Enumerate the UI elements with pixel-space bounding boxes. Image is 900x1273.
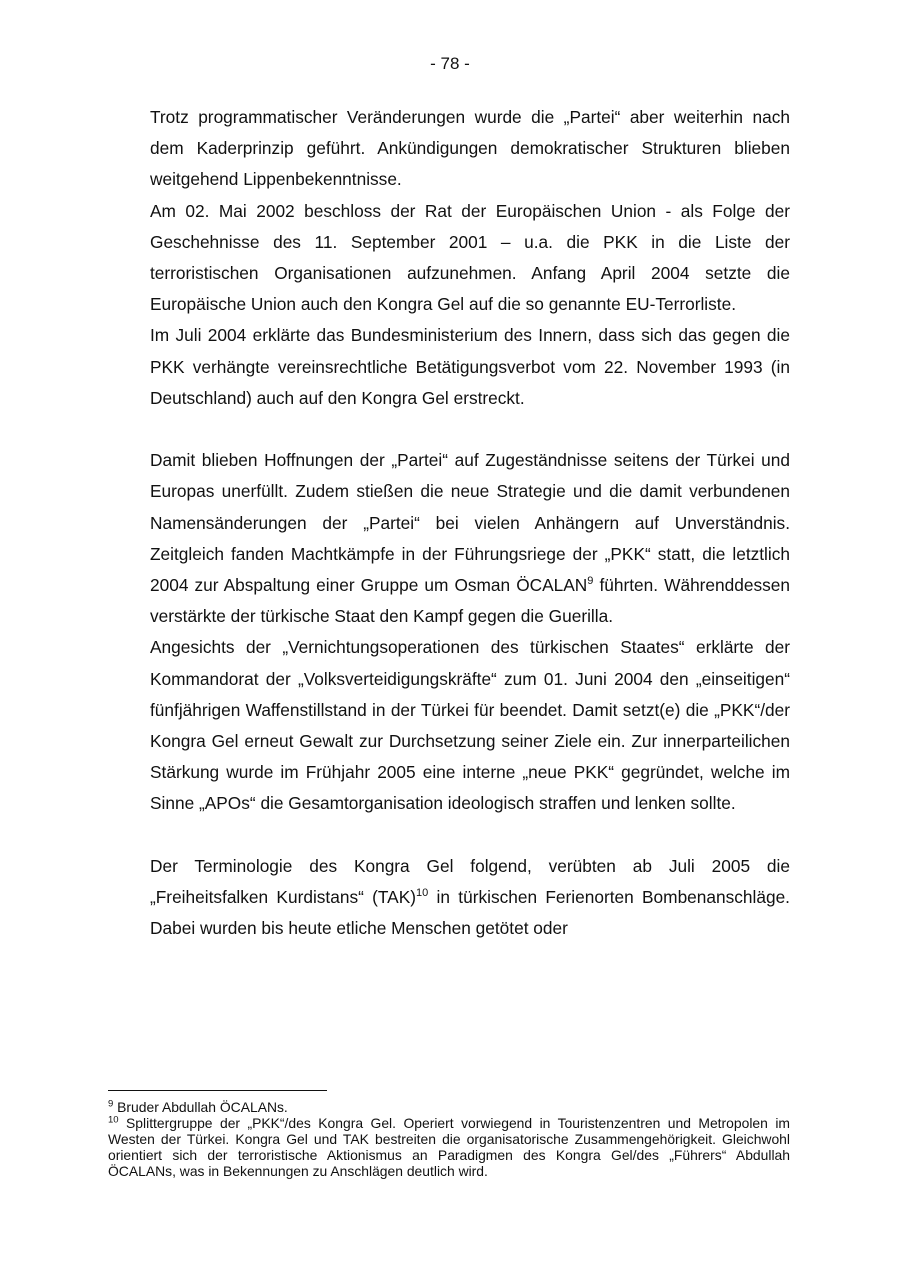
body-text xyxy=(150,102,790,944)
paragraph-1: Trotz programmatischer Veränderungen wurde die „Partei“ aber weiterhin nach dem Kaderprinzip geführt. Ankündigungen demokratischer Strukturen blieben weitgehend Lippenbekenntnisse. xyxy=(150,107,790,190)
footnote-number: 10 xyxy=(108,1114,119,1126)
paragraph-5: Angesichts der „Vernichtungsoperationen des türkischen Staates“ erklärte der Kommandorat der „Volksverteidigungskräfte“ zum 01. Juni 2004 den „einseitigen“ fünfjährigen Waffenstillstand in der Türkei für beendet. Damit setzt(e) die „PKK“/der Kongra Gel erneut Gewalt zur Durchsetzung seiner Ziele ein. Zur innerparteilichen Stärkung wurde im Frühjahr 2005 eine interne „neue PKK“ gegründet, welche im Sinne „APOs“ die Gesamtorganisation ideologisch straffen und lenken sollte. xyxy=(150,637,790,814)
paragraph-4-text: Damit blieben Hoffnungen der „Partei“ auf Zugeständnisse seitens der Türkei und Europas unerfüllt. Zudem stießen die neue Strategie und die damit verbundenen Namensänderungen der „Partei“ bei vielen Anhängern auf Unverständnis. Zeitgleich fanden Machtkämpfe in der Führungsriege der „PKK“ statt, die letztlich 2004 zur Abspaltung einer Gruppe um Osman ÖCALAN xyxy=(150,450,790,596)
paragraph-6-text: Der Terminologie des Kongra Gel folgend, verübten ab Juli 2005 die „Freiheitsfalken Kurdistans“ (TAK) xyxy=(150,855,790,908)
footnote-number: 9 xyxy=(108,1098,114,1110)
footnote-text: Bruder Abdullah ÖCALANs. xyxy=(113,1099,288,1115)
paragraph-3: Im Juli 2004 erklärte das Bundesministerium des Innern, dass sich das gegen die PKK verhängte vereinsrechtliche Betätigungsverbot vom 22. November 1993 (in Deutschland) auch auf den Kongra Gel erstreckt. xyxy=(150,325,790,408)
paragraph-4 xyxy=(150,445,790,632)
footnotes xyxy=(108,1099,790,1179)
paragraph-2: Am 02. Mai 2002 beschloss der Rat der Europäischen Union - als Folge der Geschehnisse des 11. September 2001 – u.a. die PKK in die Liste der terroristischen Organisationen aufzunehmen. Anfang April 2004 setzte die Europäische Union auch den Kongra Gel auf die so genannte EU-Terrorliste. xyxy=(150,200,790,315)
footnote-text: Splittergruppe der „PKK“/des Kongra Gel. Operiert vorwiegend in Touristenzentren und Metropolen im Westen der Türkei. Kongra Gel und TAK bestreiten die organisatorische Zusammengehörigkeit. Gleichwohl orientiert sich der terroristische Aktionismus an Paradigmen des Kongra Gel/des „Führers“ Abdullah ÖCALANs, was in Bekennungen zu Anschlägen deutlich wird. xyxy=(108,1115,790,1179)
paragraph-6-text-end: in türkischen Ferienorten Bombenanschläge. Dabei wurden bis heute etliche Menschen getötet oder xyxy=(150,887,790,939)
footnote-ref-9[interactable]: 9 xyxy=(587,575,594,588)
paragraph-4-text-end: führten. Währenddessen verstärkte der türkische Staat den Kampf gegen die Guerilla. xyxy=(150,575,790,627)
paragraph-spacer xyxy=(150,414,790,445)
footnote-10 xyxy=(108,1115,790,1179)
paragraph-spacer xyxy=(150,820,790,851)
footnote-divider xyxy=(108,1090,327,1091)
footnote-ref-10[interactable]: 10 xyxy=(415,887,429,900)
footnote-9 xyxy=(108,1099,790,1115)
paragraph-6 xyxy=(150,851,790,945)
page-number: - 78 - xyxy=(430,54,470,73)
